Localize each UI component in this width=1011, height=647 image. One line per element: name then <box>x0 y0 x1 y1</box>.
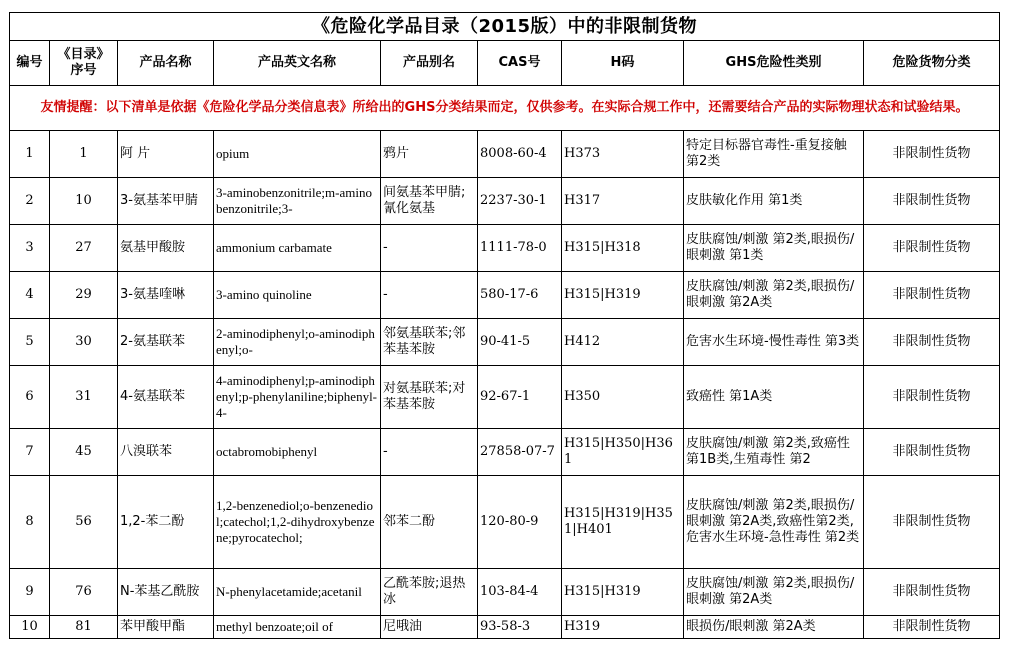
cell-name-cn-text: 3-氨基喹啉 <box>120 287 185 302</box>
cell-alias <box>381 476 478 569</box>
cell-cas <box>478 319 562 366</box>
table-row <box>10 616 1000 639</box>
cell-h-code-text: H373 <box>564 146 601 161</box>
cell-catalog-no-text: 56 <box>75 514 92 529</box>
title-row <box>10 13 1000 41</box>
cell-alias <box>381 225 478 272</box>
cell-name-cn-text: 阿 片 <box>120 146 151 161</box>
cell-danger-class <box>864 178 1000 225</box>
cell-no <box>10 569 50 616</box>
cell-catalog-no <box>50 272 118 319</box>
cell-ghs-text: 皮肤腐蚀/刺激 第2类,眼损伤/眼刺激 第2A类,致癌性第2类,危害水生环境-急性毒性 第2类 <box>686 498 860 545</box>
cell-danger-class <box>864 616 1000 639</box>
cell-alias <box>381 319 478 366</box>
cell-no <box>10 131 50 178</box>
cell-name-cn-text: 苯甲酸甲酯 <box>120 619 186 634</box>
cell-catalog-no-text: 31 <box>75 389 92 404</box>
cell-ghs-text: 皮肤腐蚀/刺激 第2类,眼损伤/眼刺激 第2A类 <box>686 576 855 607</box>
cell-ghs-text: 皮肤腐蚀/刺激 第2类,眼损伤/眼刺激 第1类 <box>686 232 855 263</box>
cell-catalog-no-text: 81 <box>75 619 92 634</box>
cell-name-cn-text: 1,2-苯二酚 <box>120 514 185 529</box>
cell-alias-text: - <box>383 240 388 255</box>
cell-cas <box>478 225 562 272</box>
cell-cas <box>478 569 562 616</box>
cell-h-code-text: H317 <box>564 193 601 208</box>
cell-alias-text: 对氨基联苯;对苯基苯胺 <box>383 381 466 412</box>
cell-catalog-no <box>50 178 118 225</box>
cell-h-code-text: H412 <box>564 334 601 349</box>
cell-h-code <box>562 225 684 272</box>
cell-catalog-no <box>50 429 118 476</box>
cell-name-cn <box>118 131 214 178</box>
cell-alias <box>381 178 478 225</box>
cell-alias-text: 邻苯二酚 <box>383 514 436 529</box>
cell-cas-text: 2237-30-1 <box>480 193 547 208</box>
cell-name-en-text: N-phenylacetamide;acetanil <box>216 584 362 599</box>
table-row <box>10 272 1000 319</box>
cell-danger-class-text: 非限制性货物 <box>892 193 971 208</box>
header-h-code: H码 <box>562 41 684 86</box>
cell-no-text: 8 <box>25 514 34 529</box>
cell-h-code <box>562 131 684 178</box>
cell-name-en <box>214 476 381 569</box>
cell-ghs-text: 特定目标器官毒性-重复接触 第2类 <box>686 138 847 169</box>
cell-alias <box>381 272 478 319</box>
table-row <box>10 429 1000 476</box>
cell-ghs-text: 眼损伤/眼刺激 第2A类 <box>686 619 816 634</box>
cell-danger-class <box>864 569 1000 616</box>
cell-ghs <box>684 319 864 366</box>
table-row <box>10 569 1000 616</box>
cell-danger-class <box>864 225 1000 272</box>
cell-h-code-text: H319 <box>564 619 601 634</box>
cell-alias-text: 邻氨基联苯;邻苯基苯胺 <box>383 326 466 357</box>
cell-danger-class <box>864 476 1000 569</box>
cell-ghs <box>684 178 864 225</box>
cell-cas-text: 8008-60-4 <box>480 146 547 161</box>
table-row <box>10 366 1000 429</box>
header-catalog-no: 《目录》序号 <box>50 41 118 86</box>
cell-name-en <box>214 272 381 319</box>
header-alias: 产品别名 <box>381 41 478 86</box>
cell-h-code-text: H315|H319 <box>564 584 641 599</box>
cell-cas <box>478 131 562 178</box>
cell-danger-class <box>864 272 1000 319</box>
cell-catalog-no <box>50 225 118 272</box>
cell-danger-class-text: 非限制性货物 <box>892 334 971 349</box>
cell-name-en-text: 2-aminodiphenyl;o-aminodiphenyl;o- <box>216 326 375 357</box>
cell-h-code <box>562 319 684 366</box>
cell-cas-text: 90-41-5 <box>480 334 531 349</box>
cell-h-code <box>562 366 684 429</box>
cell-danger-class-text: 非限制性货物 <box>892 514 971 529</box>
header-cas: CAS号 <box>478 41 562 86</box>
header-name-cn: 产品名称 <box>118 41 214 86</box>
cell-danger-class-text: 非限制性货物 <box>892 584 971 599</box>
cell-name-cn <box>118 319 214 366</box>
cell-name-en-text: methyl benzoate;oil of <box>216 619 333 634</box>
cell-no <box>10 178 50 225</box>
cell-catalog-no <box>50 569 118 616</box>
cell-ghs <box>684 366 864 429</box>
cell-name-en <box>214 319 381 366</box>
cell-danger-class-text: 非限制性货物 <box>892 287 971 302</box>
cell-name-en <box>214 366 381 429</box>
header-ghs: GHS危险性类别 <box>684 41 864 86</box>
cell-danger-class-text: 非限制性货物 <box>892 146 971 161</box>
cell-catalog-no-text: 76 <box>75 584 92 599</box>
cell-ghs <box>684 225 864 272</box>
header-name-en: 产品英文名称 <box>214 41 381 86</box>
cell-ghs-text: 致癌性 第1A类 <box>686 389 773 404</box>
cell-h-code <box>562 616 684 639</box>
cell-catalog-no-text: 1 <box>79 146 88 161</box>
cell-h-code-text: H315|H318 <box>564 240 641 255</box>
cell-cas-text: 120-80-9 <box>480 514 539 529</box>
table-row <box>10 476 1000 569</box>
cell-no <box>10 272 50 319</box>
cell-danger-class-text: 非限制性货物 <box>892 240 971 255</box>
table-row <box>10 178 1000 225</box>
notice-text: 友情提醒：以下清单是依据《危险化学品分类信息表》所给出的GHS分类结果而定，仅供参考。在实际合规工作中，还需要结合产品的实际物理状态和试验结果。 <box>10 86 1000 131</box>
cell-cas <box>478 178 562 225</box>
cell-name-cn-text: 3-氨基苯甲腈 <box>120 193 198 208</box>
cell-name-cn-text: 2-氨基联苯 <box>120 334 185 349</box>
spreadsheet <box>9 12 999 639</box>
cell-alias <box>381 131 478 178</box>
cell-cas <box>478 476 562 569</box>
cell-name-en <box>214 225 381 272</box>
cell-ghs-text: 皮肤敏化作用 第1类 <box>686 193 803 208</box>
cell-ghs <box>684 476 864 569</box>
cell-name-en <box>214 178 381 225</box>
cell-name-cn <box>118 616 214 639</box>
cell-no-text: 5 <box>25 334 34 349</box>
cell-no-text: 6 <box>25 389 34 404</box>
cell-name-en <box>214 429 381 476</box>
cell-name-en-text: 4-aminodiphenyl;p-aminodiphenyl;p-phenylaniline;biphenyl-4- <box>216 373 378 420</box>
cell-cas-text: 92-67-1 <box>480 389 531 404</box>
cell-cas <box>478 366 562 429</box>
cell-danger-class-text: 非限制性货物 <box>892 389 971 404</box>
cell-name-en-text: opium <box>216 146 250 161</box>
cell-ghs <box>684 569 864 616</box>
cell-name-cn <box>118 272 214 319</box>
cell-alias-text: - <box>383 444 388 459</box>
cell-danger-class <box>864 319 1000 366</box>
notice-row <box>10 86 1000 131</box>
cell-no-text: 1 <box>25 146 34 161</box>
cell-name-cn <box>118 569 214 616</box>
cell-alias <box>381 366 478 429</box>
cell-ghs <box>684 131 864 178</box>
cell-h-code-text: H315|H319 <box>564 287 641 302</box>
cell-no-text: 10 <box>21 619 38 634</box>
cell-alias-text: 乙酰苯胺;退热冰 <box>383 576 466 607</box>
cell-alias-text: 鸦片 <box>383 146 410 161</box>
cell-ghs-text: 皮肤腐蚀/刺激 第2类,眼损伤/眼刺激 第2A类 <box>686 279 855 310</box>
table-row <box>10 225 1000 272</box>
cell-alias-text: 间氨基苯甲腈;氰化氨基 <box>383 185 466 216</box>
cell-no-text: 2 <box>25 193 34 208</box>
table-row <box>10 131 1000 178</box>
header-danger-class: 危险货物分类 <box>864 41 1000 86</box>
cell-name-cn-text: N-苯基乙酰胺 <box>120 584 200 599</box>
cell-cas-text: 1111-78-0 <box>480 240 547 255</box>
cell-name-en-text: octabromobiphenyl <box>216 444 318 459</box>
cell-no <box>10 429 50 476</box>
cell-cas <box>478 429 562 476</box>
cell-cas-text: 580-17-6 <box>480 287 539 302</box>
cell-name-en <box>214 131 381 178</box>
table-title: 《危险化学品目录（2015版）中的非限制货物 <box>10 13 1000 41</box>
cell-catalog-no <box>50 131 118 178</box>
cell-name-cn <box>118 225 214 272</box>
cell-ghs <box>684 616 864 639</box>
cell-name-en-text: 3-aminobenzonitrile;m-aminobenzonitrile;3- <box>216 185 372 216</box>
cell-name-en <box>214 569 381 616</box>
cell-danger-class <box>864 366 1000 429</box>
cell-cas-text: 93-58-3 <box>480 619 531 634</box>
cell-catalog-no-text: 29 <box>75 287 92 302</box>
cell-ghs <box>684 429 864 476</box>
cell-ghs <box>684 272 864 319</box>
cell-no-text: 9 <box>25 584 34 599</box>
cell-name-cn <box>118 366 214 429</box>
header-row <box>10 41 1000 86</box>
cell-h-code <box>562 272 684 319</box>
cell-no <box>10 476 50 569</box>
header-no: 编号 <box>10 41 50 86</box>
cell-alias <box>381 616 478 639</box>
cell-h-code <box>562 569 684 616</box>
cell-danger-class-text: 非限制性货物 <box>892 444 971 459</box>
cell-danger-class-text: 非限制性货物 <box>892 619 971 634</box>
cell-cas <box>478 272 562 319</box>
cell-h-code <box>562 178 684 225</box>
cell-name-en-text: 3-amino quinoline <box>216 287 312 302</box>
cell-no-text: 3 <box>25 240 34 255</box>
cell-no-text: 4 <box>25 287 34 302</box>
cell-catalog-no <box>50 616 118 639</box>
cell-ghs-text: 皮肤腐蚀/刺激 第2类,致癌性 第1B类,生殖毒性 第2 <box>686 436 850 467</box>
cell-catalog-no-text: 30 <box>75 334 92 349</box>
cell-h-code <box>562 429 684 476</box>
cell-name-cn-text: 4-氨基联苯 <box>120 389 185 404</box>
cell-name-cn <box>118 476 214 569</box>
table-row <box>10 319 1000 366</box>
cell-alias <box>381 429 478 476</box>
cell-no <box>10 616 50 639</box>
cell-alias-text: - <box>383 287 388 302</box>
cell-no <box>10 225 50 272</box>
cell-name-cn <box>118 178 214 225</box>
cell-catalog-no <box>50 476 118 569</box>
cell-danger-class <box>864 131 1000 178</box>
cell-cas-text: 103-84-4 <box>480 584 539 599</box>
cell-catalog-no-text: 27 <box>75 240 92 255</box>
cell-h-code-text: H315|H319|H351|H401 <box>564 506 673 537</box>
cell-cas-text: 27858-07-7 <box>480 444 555 459</box>
cell-catalog-no <box>50 366 118 429</box>
cell-alias-text: 尼哦油 <box>383 619 423 634</box>
cell-name-cn <box>118 429 214 476</box>
cell-name-en-text: ammonium carbamate <box>216 240 332 255</box>
cell-no <box>10 319 50 366</box>
cell-h-code <box>562 476 684 569</box>
cell-name-cn-text: 八溴联苯 <box>120 444 173 459</box>
cell-name-en-text: 1,2-benzenediol;o-benzenediol;catechol;1,2-dihydroxybenzene;pyrocatechol; <box>216 498 375 545</box>
cell-cas <box>478 616 562 639</box>
cell-h-code-text: H315|H350|H361 <box>564 436 673 467</box>
cell-h-code-text: H350 <box>564 389 601 404</box>
hazard-table <box>9 12 1000 639</box>
cell-ghs-text: 危害水生环境-慢性毒性 第3类 <box>686 334 860 349</box>
cell-no <box>10 366 50 429</box>
cell-danger-class <box>864 429 1000 476</box>
cell-no-text: 7 <box>25 444 34 459</box>
cell-name-cn-text: 氨基甲酸胺 <box>120 240 186 255</box>
cell-catalog-no-text: 45 <box>75 444 92 459</box>
cell-catalog-no-text: 10 <box>75 193 92 208</box>
cell-alias <box>381 569 478 616</box>
cell-name-en <box>214 616 381 639</box>
cell-catalog-no <box>50 319 118 366</box>
